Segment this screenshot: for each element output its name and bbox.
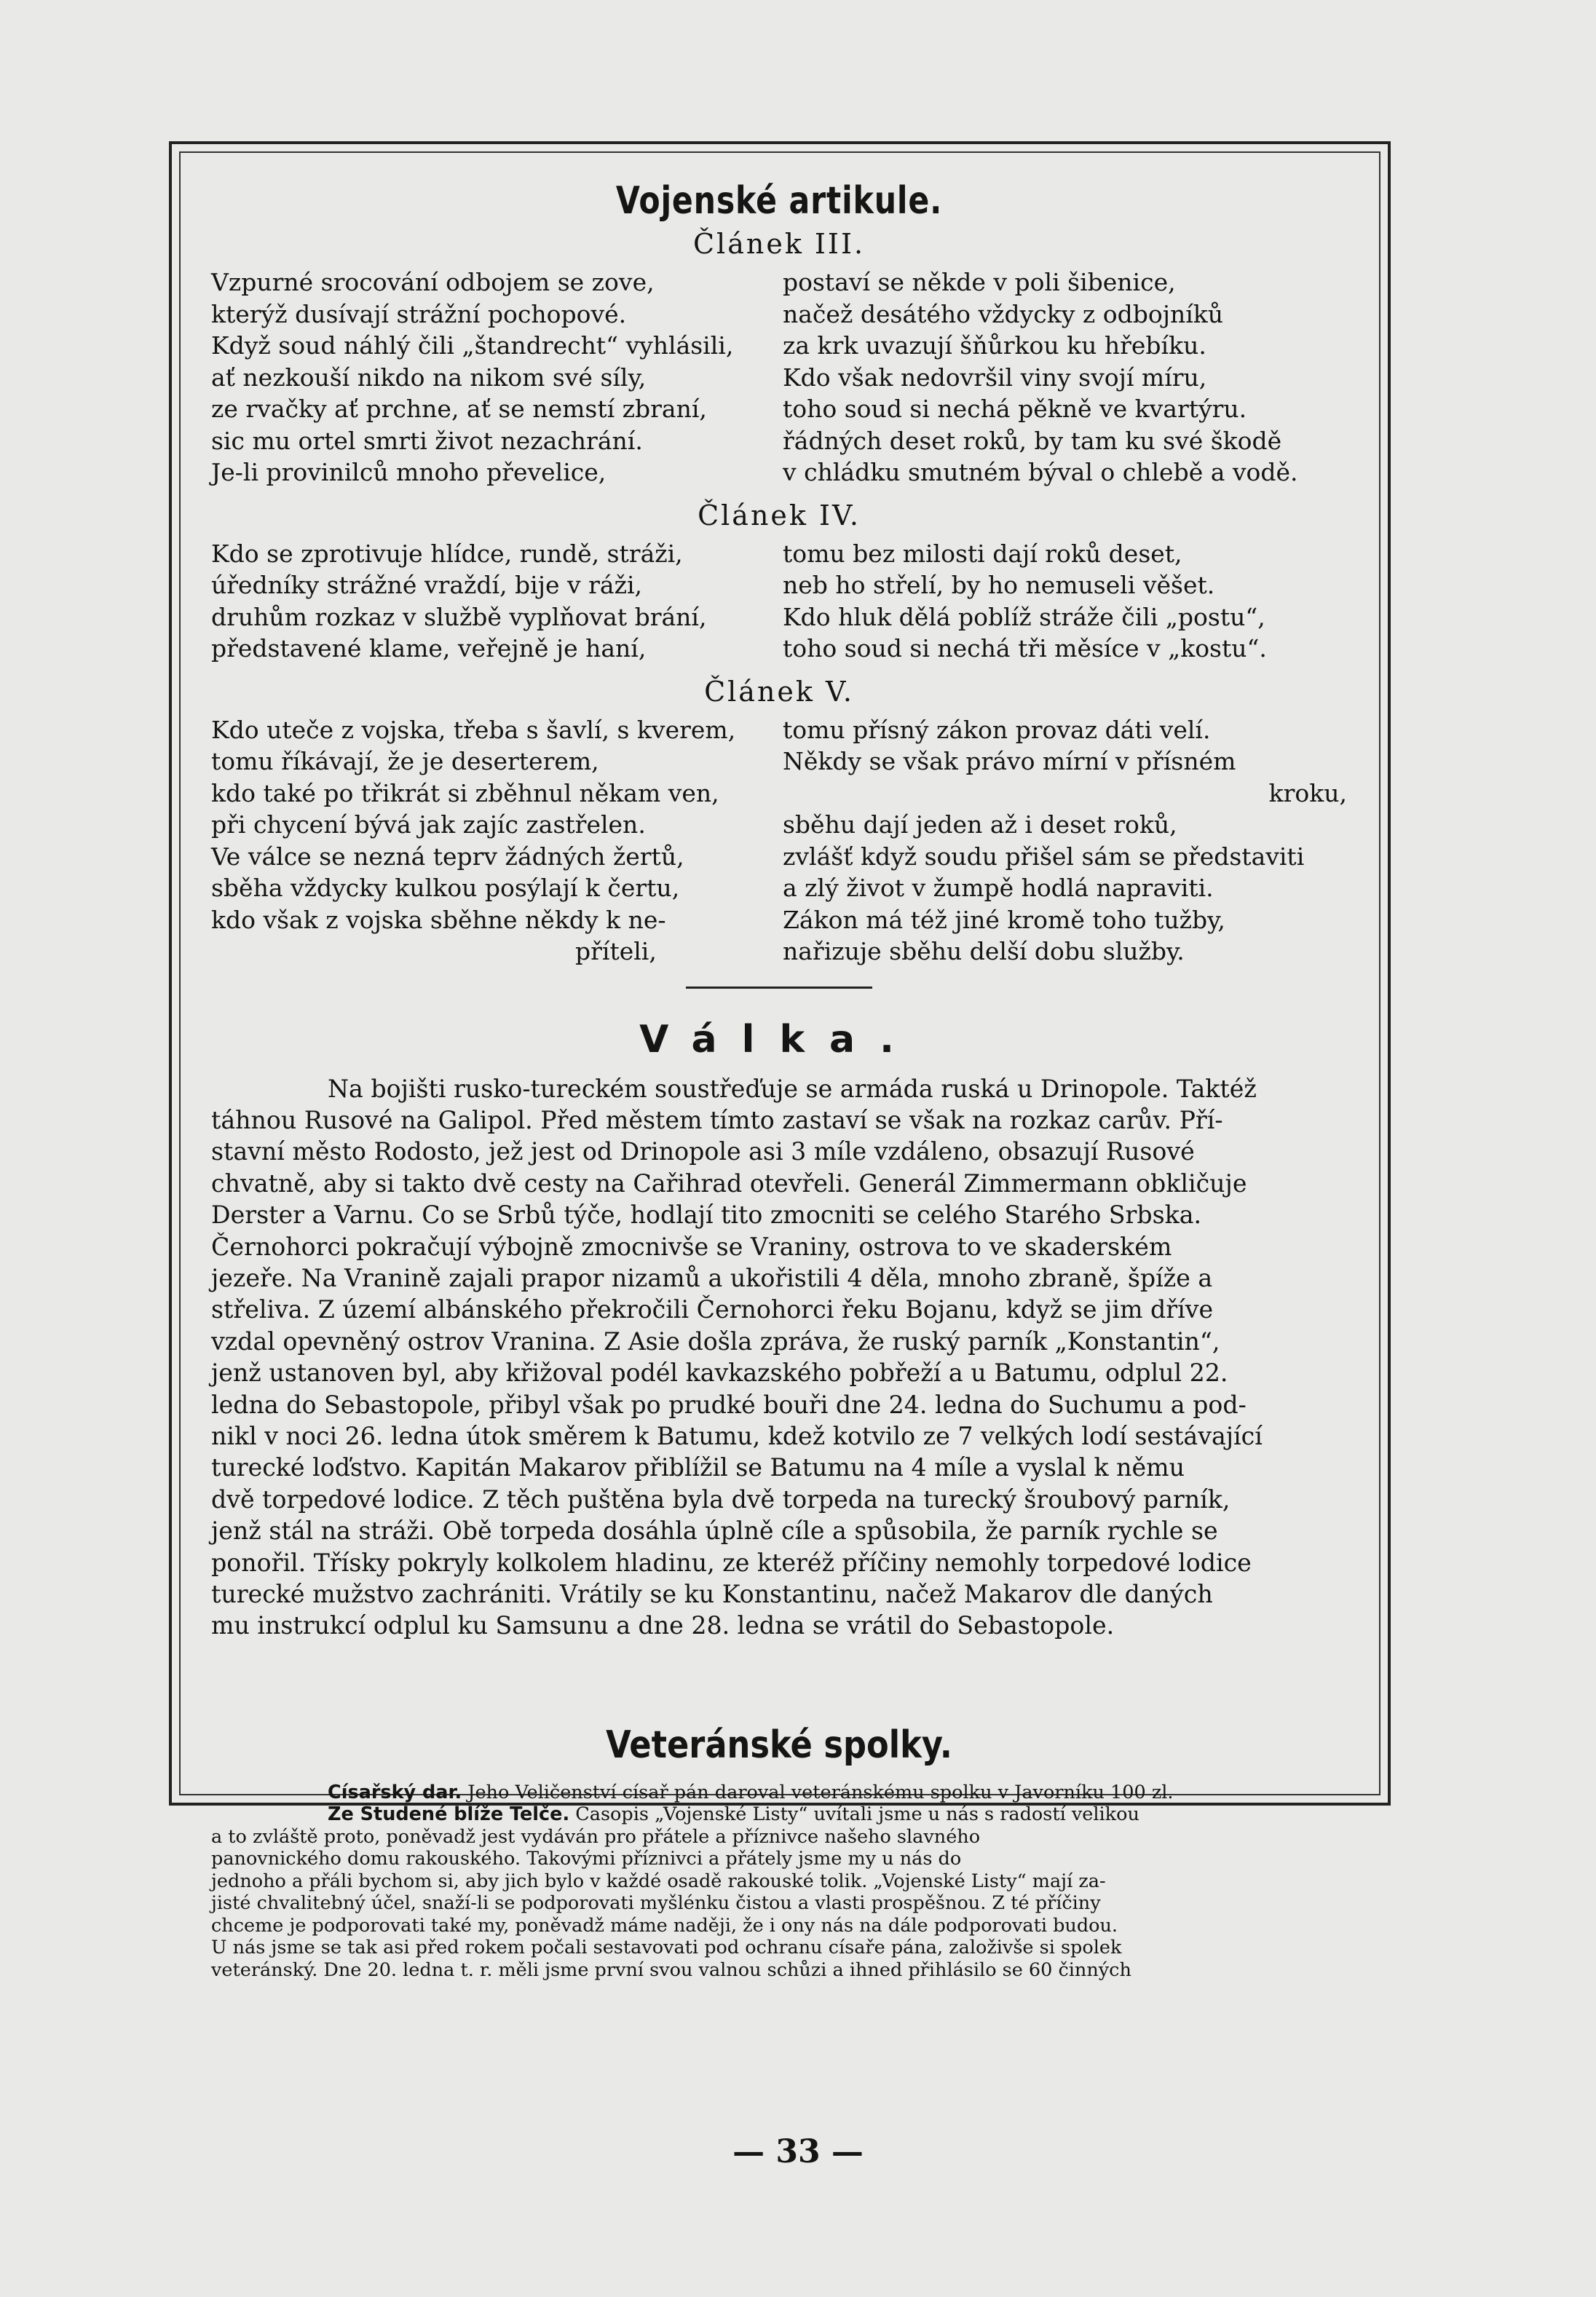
verse-line: tomu přísný zákon provaz dáti velí. [783,715,1211,744]
text-line: turecké loďstvo. Kapitán Makarov přiblížil se Batumu na 4 míle a vyslal k němu [211,1453,1185,1482]
text-line: panovnického domu rakouského. Takovými příznivci a přátely jsme my u nás do [211,1848,962,1870]
war-report-paragraph [211,1073,1347,1642]
verse-line: za krk uvazují šňůrkou ku hřebíku. [783,331,1206,360]
verse-line: Kdo hluk dělá poblíž stráže čili „postu“, [783,602,1265,631]
page-number: — 33 — [732,2133,864,2170]
verse-line: ať nezkouší nikdo na nikom své síly, [211,363,647,392]
text-line: vzdal opevněný ostrov Vranina. Z Asie došla zpráva, že ruský parník „Konstantin“, [211,1327,1220,1356]
verse-line: sběhu dají jeden až i deset roků, [783,810,1177,839]
text-line: stavní město Rodosto, jež jest od Drinopole asi 3 míle vzdáleno, obsazují Rusové [211,1137,1195,1166]
article-heading: Článek III. [692,228,866,260]
article-5 [211,675,1347,968]
article-left-column [211,266,775,489]
article-right-column [783,538,1347,665]
article-left-column [211,538,775,665]
text-line: jisté chvalitebný účel, snaží-li se podporovati myšlénku čistou a vlasti prospěšnou. Z té příčiny [211,1892,1101,1915]
article-heading: Článek V. [704,675,854,708]
verse-line: úředníky strážné vraždí, bije v ráži, [211,571,643,599]
verse-line: příteli, [575,937,657,965]
verse-line: Kdo však nedovršil viny svojí míru, [783,363,1207,392]
verse-line: kdo však z vojska sběhne někdy k ne- [211,905,666,934]
text-line: U nás jsme se tak asi před rokem počali sestavovati pod ochranu císaře pána, založivše si spolek [211,1937,1122,1959]
section-divider [686,987,872,989]
verse-line: představené klame, veřejně je haní, [211,634,647,663]
text-line: dvě torpedové lodice. Z těch puštěna byla dvě torpeda na turecký šroubový parník, [211,1484,1230,1514]
verse-line: Je-li provinilců mnoho převelice, [211,458,607,486]
paragraph-lead: Ze Studené blíže Telče. [328,1803,570,1826]
text-line: táhnou Rusové na Galipol. Před městem tímto zastaví se však na rozkaz carův. Pří- [211,1105,1223,1134]
verse-line: Kdo se zprotivuje hlídce, rundě, stráži, [211,539,683,568]
text-line [211,1803,1347,1826]
text-line [211,1782,1347,1804]
text-line: Derster a Varnu. Co se Srbů týče, hodlají tito zmocniti se celého Starého Srbska. [211,1201,1202,1230]
verse-line: řádných deset roků, by tam ku své škodě [783,426,1282,455]
paragraph-text: Časopis „Vojenské Listy“ uvítali jsme u nás s radostí velikou [569,1803,1139,1826]
verse-line: kdo také po třikrát si zběhnul někam ven, [211,778,719,807]
verse-line: nařizuje sběhu delší dobu služby. [783,937,1185,965]
text-line: ledna do Sebastopole, přibyl však po prudké bouři dne 24. ledna do Suchumu a pod- [211,1390,1247,1419]
verse-line: toho soud si nechá tři měsíce v „kostu“. [783,634,1267,663]
verse-line: Ve válce se nezná teprv žádných žertů, [211,842,684,871]
article-3 [211,227,1347,489]
page-content [211,166,1347,1981]
article-heading: Článek IV. [698,499,861,531]
section-title-articles: Vojenské artikule. [615,179,943,223]
section-title-veterans: Veteránské spolky. [606,1723,952,1767]
text-line: ponořil. Třísky pokryly kolkolem hladinu, ze kteréž příčiny nemohly torpedové lodice [211,1548,1252,1577]
text-line: Černohorci pokračují výbojně zmocnivše se Vraniny, ostrova to ve skaderském [211,1232,1172,1261]
verse-line: tomu říkávají, že je deserterem, [211,747,599,775]
verse-line: sběha vždycky kulkou posýlají k čertu, [211,874,680,902]
verse-line: v chládku smutném býval o chlebě a vodě. [783,458,1298,486]
text-line: nikl v noci 26. ledna útok směrem k Batumu, kdež kotvilo ze 7 velkých lodí sestávající [211,1421,1263,1450]
verse-line: Vzpurné srocování odbojem se zove, [211,268,655,296]
verse-line: sic mu ortel smrti život nezachrání. [211,426,643,455]
text-line: jenž ustanoven byl, aby křižoval podél kavkazského pobřeží a u Batumu, odplul 22. [211,1359,1228,1388]
text-line: mu instrukcí odplul ku Samsunu a dne 28. ledna se vrátil do Sebastopole. [211,1611,1115,1640]
paragraph-text: Jeho Veličenství císař pán daroval veteránskému spolku v Javorníku 100 zl. [462,1781,1174,1803]
text-line: a to zvláště proto, poněvadž jest vydáván pro přátele a příznivce našeho slavného [211,1825,981,1848]
verse-line: Někdy se však právo mírní v přísném [783,747,1236,775]
article-4 [211,499,1347,665]
verse-line: při chycení bývá jak zajíc zastřelen. [211,810,646,839]
verse-line: toho soud si nechá pěkně ve kvartýru. [783,395,1247,423]
text-line: veteránský. Dne 20. ledna t. r. měli jsme první svou valnou schůzi a ihned přihlásilo se 60 činných [211,1958,1131,1981]
verse-line: druhům rozkaz v službě vyplňovat brání, [211,602,707,631]
verse-line: postaví se někde v poli šibenice, [783,268,1176,296]
verse-line: neb ho střelí, by ho nemuseli věšet. [783,571,1215,599]
text-line: střeliva. Z území albánského překročili Černohorci řeku Bojanu, když se jim dříve [211,1295,1214,1324]
text-line: jednoho a přáli bychom si, aby jich bylo v každé osadě rakouské tolik. „Vojenské Listy“ mají za- [211,1870,1106,1892]
article-right-column [783,266,1347,489]
text-line: chceme je podporovati také my, poněvadž máme naději, že i ony nás na dále podporovati budou. [211,1914,1118,1937]
text-line: jezeře. Na Vranině zajali prapor nizamů a ukořistili 4 děla, mnoho zbraně, špíže a [211,1263,1213,1292]
verse-line: Zákon má též jiné kromě toho tužby, [783,905,1225,934]
text-line: chvatně, aby si takto dvě cesty na Cařihrad otevřeli. Generál Zimmermann obkličuje [211,1169,1247,1198]
verse-line: načež desátého vždycky z odbojníků [783,299,1224,328]
verse-line: zvlášť když soudu přišel sám se představiti [783,842,1305,871]
verse-line: a zlý život v žumpě hodlá napraviti. [783,874,1214,902]
verse-line: ze rvačky ať prchne, ať se nemstí zbraní, [211,395,707,423]
text-line: jenž stál na stráži. Obě torpeda dosáhla úplně cíle a spůsobila, že parník rychle se [211,1517,1218,1546]
section-title-war: Válka. [639,1017,919,1061]
article-right-column [783,714,1347,968]
article-left-column [211,714,775,968]
verse-line: kroku, [1268,778,1347,807]
veterans-paragraph [211,1782,1347,1982]
text-line: Na bojišti rusko-tureckém soustřeďuje se armáda ruská u Drinopole. Taktéž [328,1074,1257,1103]
paragraph-lead: Císařský dar. [328,1781,462,1803]
verse-line: Kdo uteče z vojska, třeba s šavlí, s kverem, [211,715,736,744]
verse-line: tomu bez milosti dají roků deset, [783,539,1182,568]
verse-line: Když soud náhlý čili „štandrecht“ vyhlásili, [211,331,734,360]
verse-line: kterýž dusívají strážní pochopové. [211,299,627,328]
text-line: turecké mužstvo zachrániti. Vrátily se ku Konstantinu, načež Makarov dle daných [211,1580,1213,1608]
